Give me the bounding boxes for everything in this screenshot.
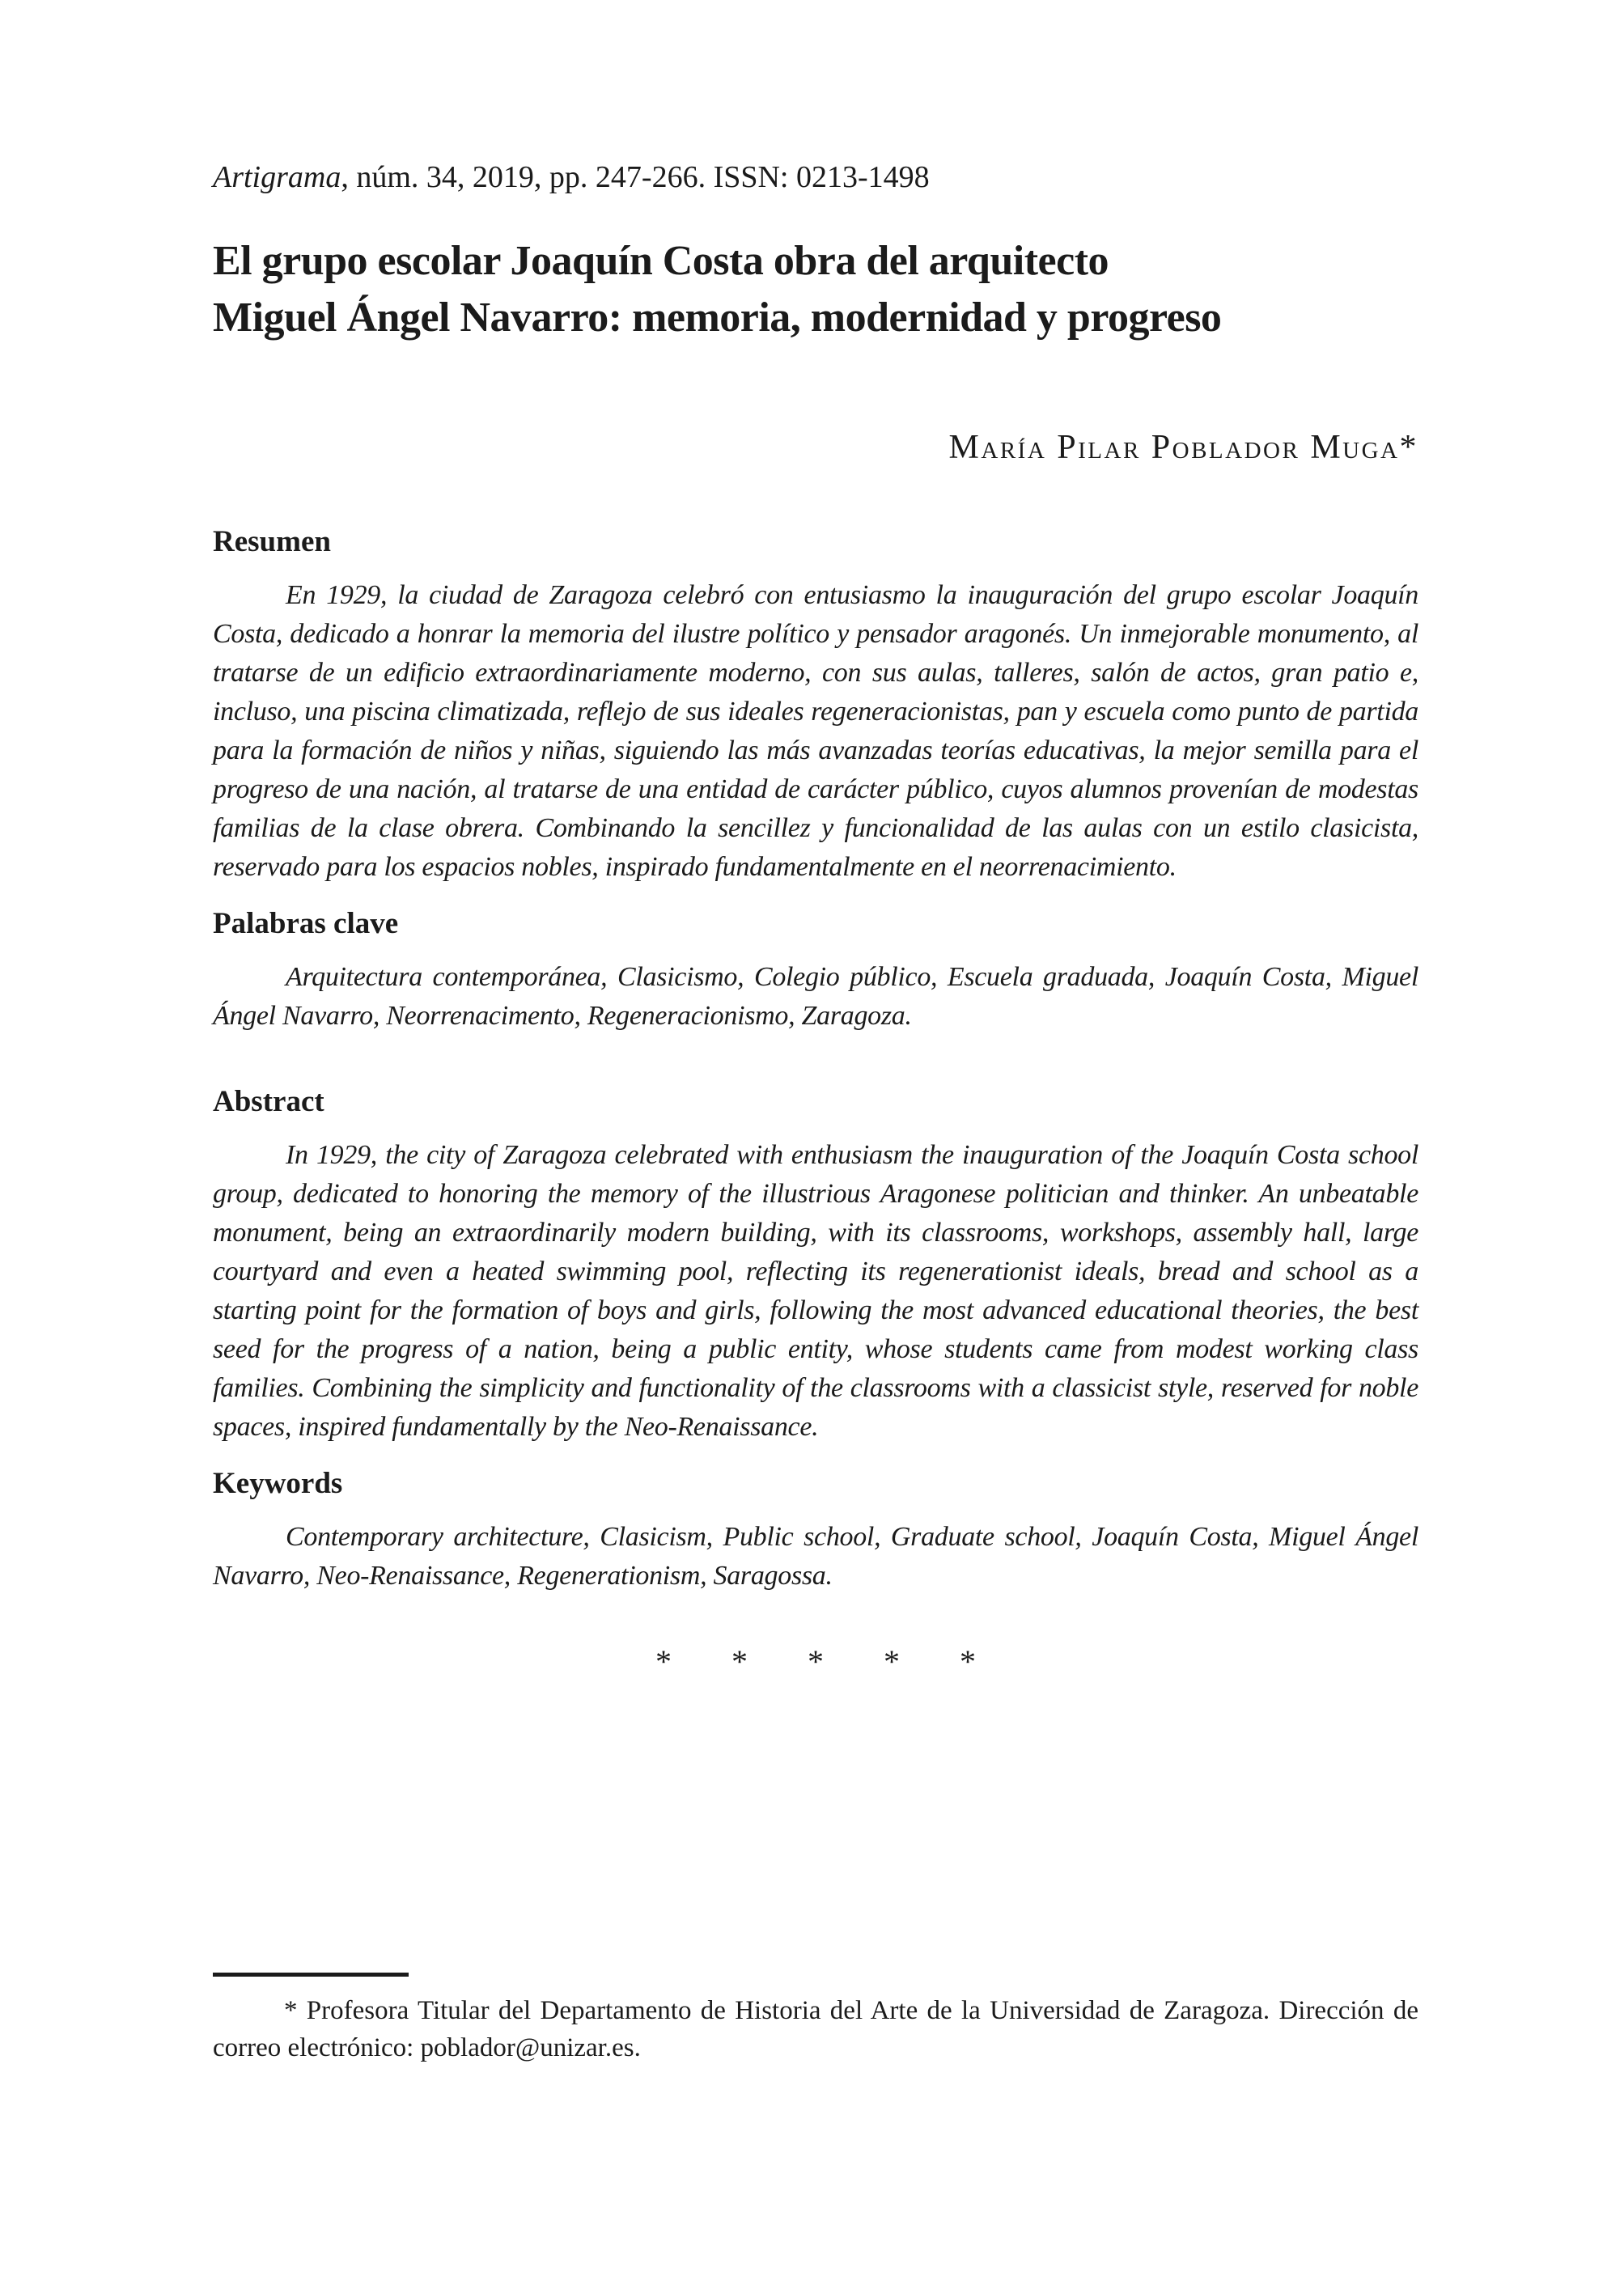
footnote-rule: [213, 1973, 409, 1977]
journal-header: [213, 159, 1418, 196]
palabras-clave-heading: Palabras clave: [213, 907, 399, 940]
resumen-heading: Resumen: [213, 525, 331, 558]
journal-title: Artigrama: [213, 160, 341, 194]
abstract-heading: Abstract: [213, 1085, 324, 1118]
article-title: [213, 233, 1418, 346]
article-title-line2: Miguel Ángel Navarro: memoria, modernidad y progreso: [213, 295, 1222, 341]
journal-citation: , núm. 34, 2019, pp. 247-266. ISSN: 0213-1498: [341, 160, 930, 194]
asterisk-separator: * * * * *: [655, 1643, 976, 1680]
resumen-text: En 1929, la ciudad de Zaragoza celebró con entusiasmo la inauguración del grupo escolar Joaquín Costa, dedicado a honrar la memoria del ilustre político y pensador aragonés. Un inmejorable monumento, al tratarse de un edificio extraordinariamente moderno, con sus aulas, talleres, salón de actos, gran patio e, incluso, una piscina climatizada, reflejo de sus ideales regeneracionistas, pan y escuela como punto de partida para la formación de niños y niñas, siguiendo las más avanzadas teorías educativas, la mejor semilla para el progreso de una nación, al tratarse de una entidad de carácter público, cuyos alumnos provenían de modestas familias de la clase obrera. Combinando la sencillez y funcionalidad de las aulas con un estilo clasicista, reservado para los espacios nobles, inspirado fundamentalmente en el neorrenacimiento.: [213, 580, 1418, 882]
palabras-clave-text: Arquitectura contemporánea, Clasicismo, Colegio público, Escuela graduada, Joaquín Costa, Miguel Ángel Navarro, Neorrenacimento, Regeneracionismo, Zaragoza.: [213, 962, 1418, 1031]
keywords-text: Contemporary architecture, Clasicism, Public school, Graduate school, Joaquín Costa, Miguel Ángel Navarro, Neo-Renaissance, Regenerationism, Saragossa.: [213, 1522, 1418, 1591]
text-column: [213, 159, 1418, 1680]
footnote-text: * Profesora Titular del Departamento de Historia del Arte de la Universidad de Zaragoza. Dirección de correo electrónico: poblador@unizar.es.: [213, 1996, 1418, 2062]
author-name: María Pilar Poblador Muga*: [948, 429, 1418, 466]
footnote: [213, 1992, 1418, 2066]
article-title-line1: El grupo escolar Joaquín Costa obra del arquitecto: [213, 238, 1109, 284]
keywords-heading: Keywords: [213, 1467, 343, 1500]
abstract-text: In 1929, the city of Zaragoza celebrated with enthusiasm the inauguration of the Joaquín Costa school group, dedicated to honoring the memory of the illustrious Aragonese politician and thinker. An unbeatable monument, being an extraordinarily modern building, with its classrooms, workshops, assembly hall, large courtyard and even a heated swimming pool, reflecting its regenerationist ideals, bread and school as a starting point for the formation of boys and girls, following the most advanced educational theories, the best seed for the progress of a nation, being a public entity, whose students came from modest working class families. Combining the simplicity and functionality of the classrooms with a classicist style, reserved for noble spaces, inspired fundamentally by the Neo-Renaissance.: [213, 1140, 1418, 1442]
